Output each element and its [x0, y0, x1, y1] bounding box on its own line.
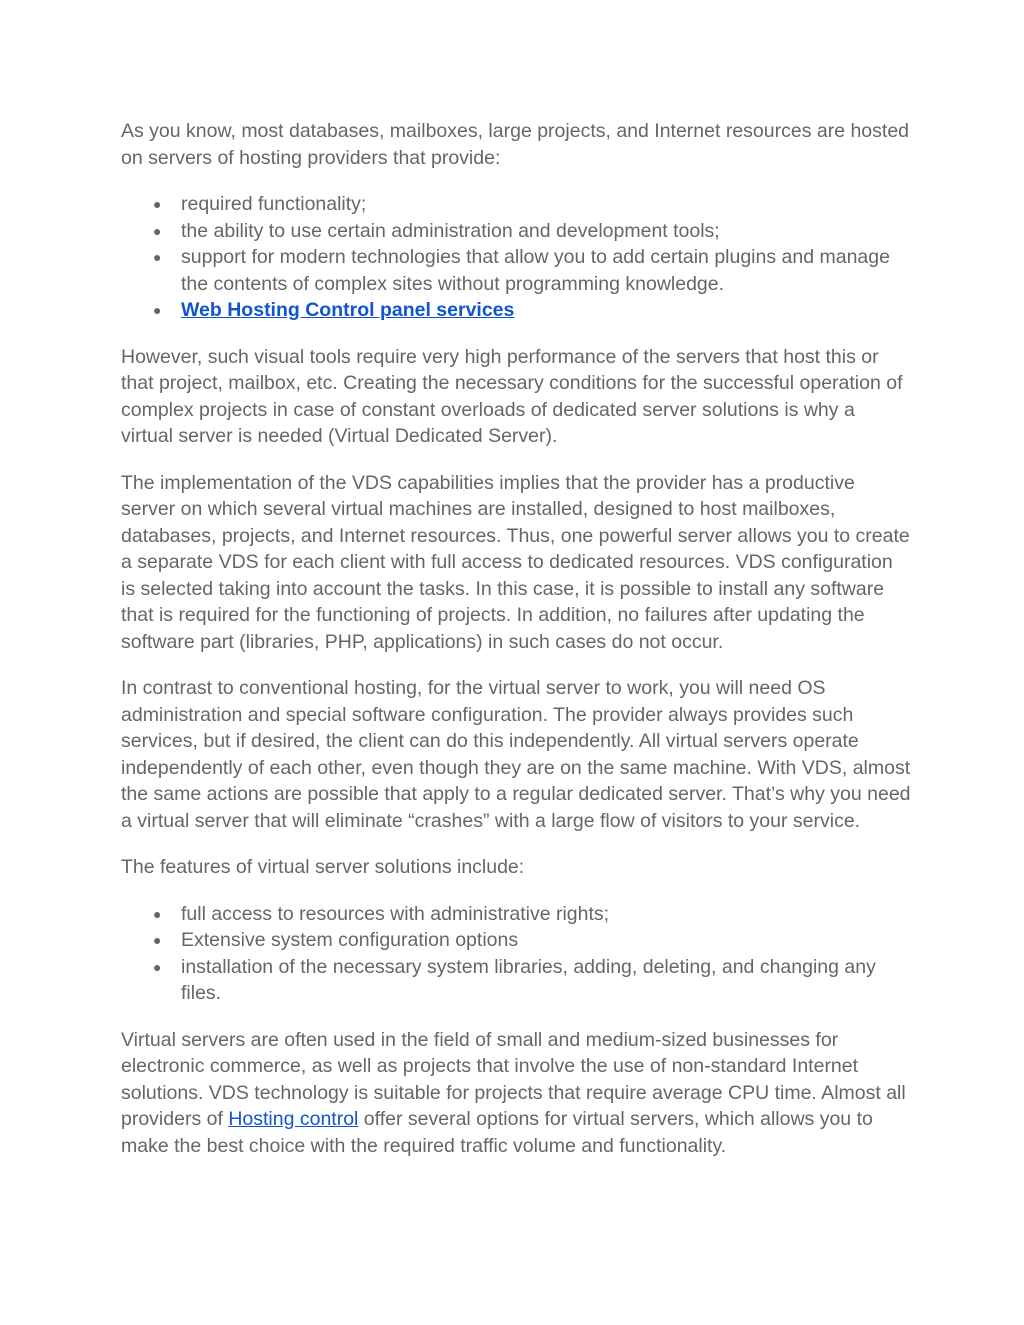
- intro-paragraph: As you know, most databases, mailboxes, large projects, and Internet resources are hosted on servers of hosting providers that provide:: [121, 120, 910, 169]
- closing-paragraph: [121, 1027, 911, 1160]
- list-item: [121, 218, 911, 245]
- features-intro-paragraph: The features of virtual server solutions include:: [121, 856, 525, 878]
- list-item: [121, 927, 911, 954]
- closing-text-after-link: offer several options for virtual servers, which allows you to make the best choice with the required traffic volume and functionality.: [121, 1108, 873, 1157]
- bullet-icon: ●: [153, 932, 162, 948]
- document-body: [121, 118, 911, 1179]
- provider-features-list: [121, 191, 911, 324]
- contrast-paragraph: In contrast to conventional hosting, for the virtual server to work, you will need OS administration and special software configuration. The provider always provides such services, but if desired, the client can do this independently. All virtual servers operate independently of each other, even though they are on the same machine. With VDS, almost the same actions are possible that apply to a regular dedicated server. That’s why you need a virtual server that will eliminate “crashes” with a large flow of visitors to your service.: [121, 677, 911, 832]
- list-item-text: required functionality;: [181, 193, 367, 215]
- web-hosting-control-panel-link[interactable]: Web Hosting Control panel services: [181, 299, 515, 321]
- list-item: [121, 244, 911, 297]
- hosting-control-link[interactable]: Hosting control: [228, 1108, 359, 1130]
- list-item-text: Extensive system configuration options: [181, 929, 519, 951]
- list-item-text: installation of the necessary system libraries, adding, deleting, and changing any files.: [181, 955, 876, 1004]
- bullet-icon: ●: [153, 249, 162, 265]
- list-item: [121, 297, 911, 324]
- list-item-text: support for modern technologies that allow you to add certain plugins and manage the contents of complex sites without programming knowledge.: [181, 246, 890, 295]
- list-item-text: the ability to use certain administration and development tools;: [181, 219, 720, 242]
- visual-tools-paragraph: However, such visual tools require very high performance of the servers that host this or that project, mailbox, etc. Creating the necessary conditions for the successful operation of complex projects in case of constant overloads of dedicated server solutions is why a virtual server is needed (Virtual Dedicated Server).: [121, 345, 903, 447]
- list-item: [121, 954, 911, 1007]
- virtual-server-features-list: [121, 901, 911, 1007]
- list-item: [121, 901, 911, 928]
- closing-text-before-link: Virtual servers are often used in the field of small and medium-sized businesses for electronic commerce, as well as projects that involve the use of non-standard Internet solutions. VDS technology is suitable for projects that require average CPU time. Almost all providers of: [121, 1028, 906, 1130]
- bullet-icon: ●: [153, 302, 162, 318]
- bullet-icon: ●: [153, 196, 162, 212]
- list-item: [121, 191, 911, 218]
- list-item-text: full access to resources with administrative rights;: [181, 902, 610, 925]
- bullet-icon: ●: [153, 222, 162, 239]
- bullet-icon: ●: [153, 958, 162, 975]
- implementation-paragraph: The implementation of the VDS capabilities implies that the provider has a productive server on which several virtual machines are installed, designed to host mailboxes, databases, projects, and Internet resources. Thus, one powerful server allows you to create a separate VDS for each client with full access to dedicated resources. VDS configuration is selected taking into account the tasks. In this case, it is possible to install any software that is required for the functioning of projects. In addition, no failures after updating the software part (libraries, PHP, applications) in such cases do not occur.: [121, 471, 910, 653]
- bullet-icon: ●: [153, 905, 162, 922]
